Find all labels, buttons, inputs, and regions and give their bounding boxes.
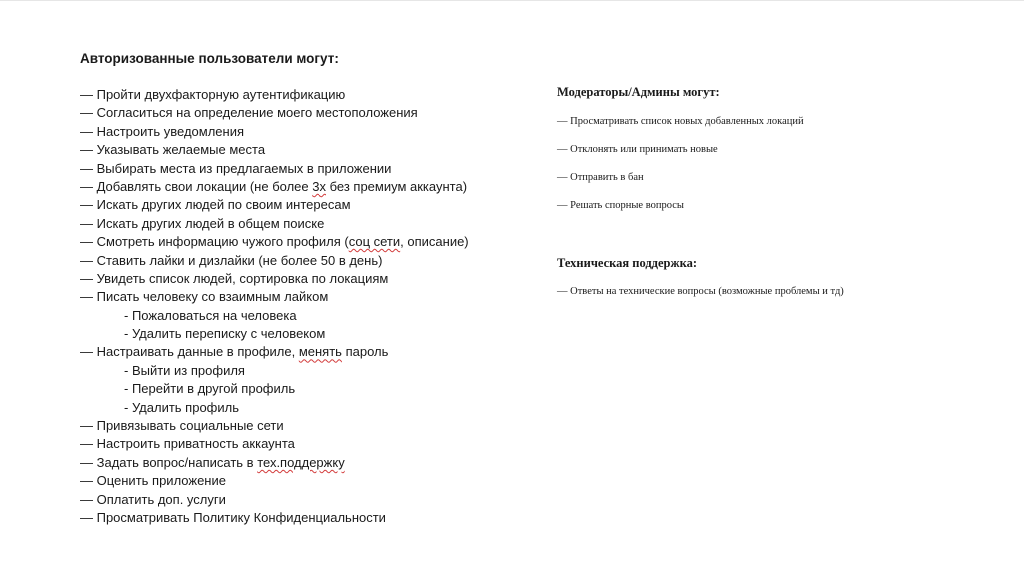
spellcheck-marked-word: соц сети — [348, 234, 401, 250]
list-item — [80, 343, 550, 361]
moderators-section — [557, 84, 987, 211]
list-item: — Увидеть список людей, сортировка по локациям — [80, 270, 389, 286]
moderators-heading: Модераторы/Админы могут: — [557, 85, 720, 99]
item-text: — Задать вопрос/написать в — [80, 454, 258, 470]
tech-support-section — [557, 255, 987, 297]
list-item: — Просматривать Политику Конфиденциальности — [80, 509, 386, 525]
sub-list-item: - Выйти из профиля — [124, 362, 245, 378]
list-item: — Отклонять или принимать новые — [557, 144, 718, 155]
list-item: — Просматривать список новых добавленных локаций — [557, 116, 804, 127]
spellcheck-marked-word: 3х — [312, 178, 326, 194]
list-item: — Настроить приватность аккаунта — [80, 436, 295, 452]
sub-list-item: - Пожаловаться на человека — [124, 307, 297, 323]
item-text: — Смотреть информацию чужого профиля ( — [80, 234, 349, 250]
list-item — [80, 233, 550, 251]
sub-list-item: - Удалить профиль — [124, 399, 240, 415]
item-text: , описание) — [400, 234, 469, 250]
sub-list-item: - Удалить переписку с человеком — [124, 326, 326, 342]
list-item: — Ставить лайки и дизлайки (не более 50 в день) — [80, 252, 383, 268]
spellcheck-marked-word: менять — [298, 344, 342, 360]
list-item: — Ответы на технические вопросы (возможные проблемы и тд) — [557, 286, 844, 297]
list-item: — Оценить приложение — [80, 473, 226, 489]
list-item: — Искать других людей в общем поиске — [80, 215, 325, 231]
list-item: — Указывать желаемые места — [80, 142, 266, 158]
sub-list-item: - Перейти в другой профиль — [124, 381, 296, 397]
item-text: без премиум аккаунта) — [325, 178, 468, 194]
tech-support-heading: Техническая поддержка: — [557, 256, 697, 270]
authorized-users-heading: Авторизованные пользователи могут: — [80, 51, 339, 66]
item-text: — Настраивать данные в профиле, — [80, 344, 299, 360]
item-text: — Добавлять свои локации (не более — [80, 178, 313, 194]
list-item: — Решать спорные вопросы — [557, 200, 684, 211]
top-divider — [0, 0, 1024, 1]
list-item: — Настроить уведомления — [80, 123, 244, 139]
list-item — [80, 454, 550, 472]
spellcheck-marked-word: тех.поддержку — [257, 454, 345, 470]
list-item: — Писать человеку со взаимным лайком — [80, 289, 329, 305]
spacer — [80, 68, 550, 86]
list-item: — Привязывать социальные сети — [80, 418, 284, 434]
list-item — [80, 178, 550, 196]
list-item: — Выбирать места из предлагаемых в приложении — [80, 160, 392, 176]
list-item: — Пройти двухфакторную аутентификацию — [80, 87, 346, 102]
item-text: пароль — [341, 344, 389, 360]
list-item: — Согласиться на определение моего местоположения — [80, 105, 418, 121]
list-item: — Оплатить доп. услуги — [80, 491, 226, 507]
list-item: — Искать других людей по своим интересам — [80, 197, 351, 213]
authorized-users-section — [80, 50, 550, 527]
list-item: — Отправить в бан — [557, 172, 644, 183]
